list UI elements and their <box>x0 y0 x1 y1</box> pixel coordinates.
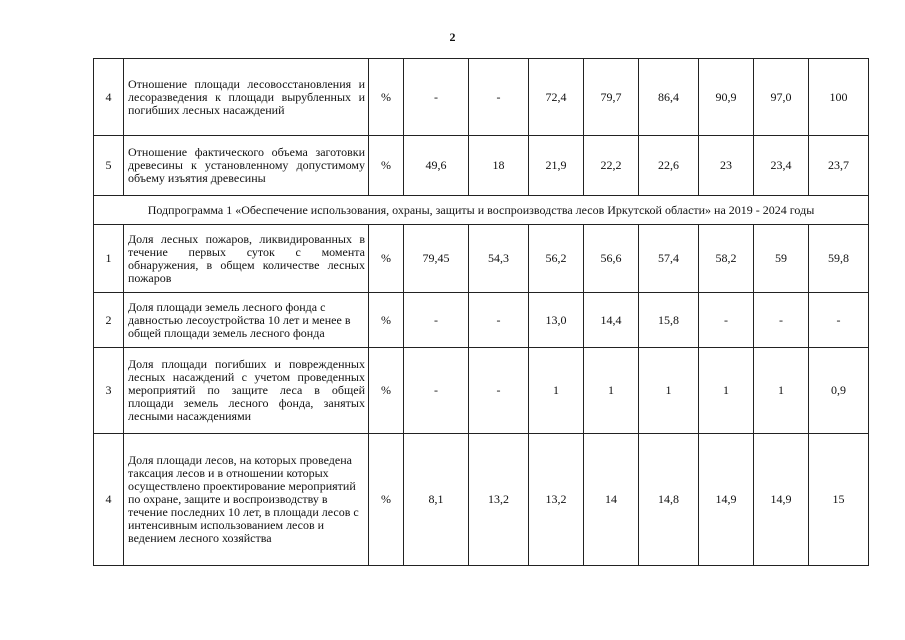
table-row <box>94 59 869 136</box>
value-cell: - <box>404 293 469 348</box>
table-row <box>94 136 869 196</box>
page-number: 2 <box>449 30 456 44</box>
indicator-description: Доля лесных пожаров, ликвидированных в течение первых суток с момента обнаружения, в общем количестве лесных пожаров <box>124 225 369 293</box>
value-cell: 59,8 <box>809 225 869 293</box>
value-cell: 14,4 <box>584 293 639 348</box>
value-cell: 14,9 <box>754 434 809 566</box>
value-cell: 14 <box>584 434 639 566</box>
value-cell: 79,7 <box>584 59 639 136</box>
table-row <box>94 293 869 348</box>
value-cell: 0,9 <box>809 348 869 434</box>
row-number: 4 <box>94 434 124 566</box>
unit-cell: % <box>369 293 404 348</box>
unit-cell: % <box>369 59 404 136</box>
indicator-description: Отношение фактического объема заготовки древесины к установленному допустимому объему изъятия древесины <box>124 136 369 196</box>
value-cell: 1 <box>699 348 754 434</box>
value-cell: - <box>404 59 469 136</box>
value-cell: 14,8 <box>639 434 699 566</box>
value-cell: 13,0 <box>529 293 584 348</box>
value-cell: 8,1 <box>404 434 469 566</box>
value-cell: 56,6 <box>584 225 639 293</box>
value-cell: 15,8 <box>639 293 699 348</box>
table-row <box>94 348 869 434</box>
value-cell: 57,4 <box>639 225 699 293</box>
value-cell: 1 <box>529 348 584 434</box>
value-cell: 1 <box>754 348 809 434</box>
row-number: 5 <box>94 136 124 196</box>
value-cell: 97,0 <box>754 59 809 136</box>
indicator-description: Доля площади земель лесного фонда с давностью лесоустройства 10 лет и менее в общей площади земель лесного фонда <box>124 293 369 348</box>
row-number: 1 <box>94 225 124 293</box>
value-cell: 79,45 <box>404 225 469 293</box>
value-cell: 22,2 <box>584 136 639 196</box>
value-cell: 14,9 <box>699 434 754 566</box>
unit-cell: % <box>369 225 404 293</box>
indicators-table <box>93 58 869 566</box>
value-cell: 23,7 <box>809 136 869 196</box>
table-row <box>94 225 869 293</box>
subprogram-row <box>94 196 869 225</box>
value-cell: 1 <box>584 348 639 434</box>
value-cell: 13,2 <box>529 434 584 566</box>
value-cell: - <box>469 348 529 434</box>
row-number: 4 <box>94 59 124 136</box>
value-cell: 59 <box>754 225 809 293</box>
indicator-description: Доля площади лесов, на которых проведена таксация лесов и в отношении которых осуществлено проектирование мероприятий по охране, защите и воспроизводству в течение последних 10 лет, в площади лесов с интенсивным использованием лесов и ведением лесного хозяйства <box>124 434 369 566</box>
unit-cell: % <box>369 136 404 196</box>
value-cell: - <box>699 293 754 348</box>
value-cell: 54,3 <box>469 225 529 293</box>
value-cell: - <box>469 59 529 136</box>
row-number: 2 <box>94 293 124 348</box>
value-cell: 23 <box>699 136 754 196</box>
value-cell: - <box>809 293 869 348</box>
value-cell: 58,2 <box>699 225 754 293</box>
value-cell: 15 <box>809 434 869 566</box>
subprogram-title: Подпрограмма 1 «Обеспечение использования, охраны, защиты и воспроизводства лесов Иркутской области» на 2019 - 2024 годы <box>94 196 869 225</box>
value-cell: 23,4 <box>754 136 809 196</box>
value-cell: - <box>469 293 529 348</box>
value-cell: - <box>404 348 469 434</box>
value-cell: 86,4 <box>639 59 699 136</box>
value-cell: 21,9 <box>529 136 584 196</box>
unit-cell: % <box>369 348 404 434</box>
value-cell: 22,6 <box>639 136 699 196</box>
value-cell: 72,4 <box>529 59 584 136</box>
value-cell: 18 <box>469 136 529 196</box>
table-row <box>94 434 869 566</box>
value-cell: 90,9 <box>699 59 754 136</box>
indicator-description: Доля площади погибших и поврежденных лесных насаждений с учетом проведенных мероприятий по защите леса в общей площади земель лесного фонда, занятых лесными насаждениями <box>124 348 369 434</box>
value-cell: 100 <box>809 59 869 136</box>
indicator-description: Отношение площади лесовосстановления и лесоразведения к площади вырубленных и погибших лесных насаждений <box>124 59 369 136</box>
unit-cell: % <box>369 434 404 566</box>
value-cell: 13,2 <box>469 434 529 566</box>
row-number: 3 <box>94 348 124 434</box>
value-cell: 49,6 <box>404 136 469 196</box>
value-cell: - <box>754 293 809 348</box>
value-cell: 56,2 <box>529 225 584 293</box>
value-cell: 1 <box>639 348 699 434</box>
